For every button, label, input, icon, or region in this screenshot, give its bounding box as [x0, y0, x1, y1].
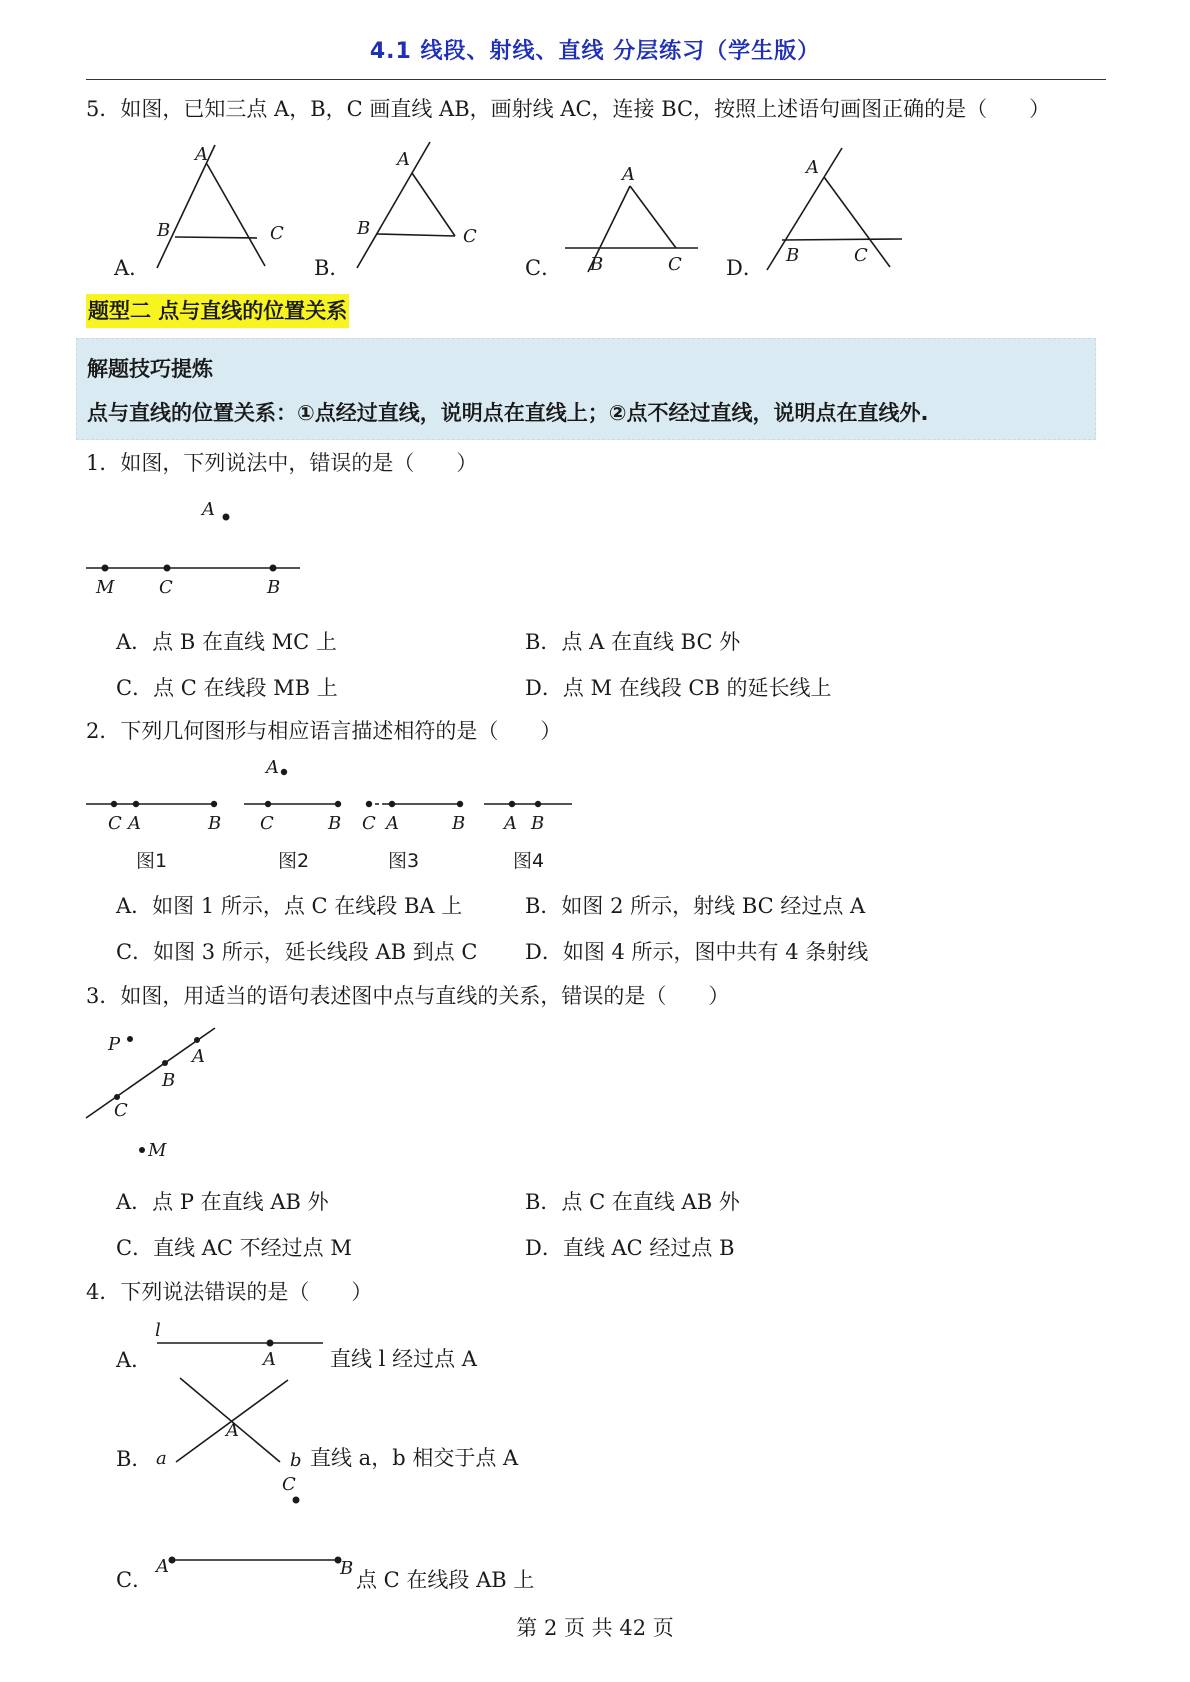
svg-text:A: A — [266, 757, 279, 778]
point-c-label: C — [668, 254, 682, 275]
q4-figure-c — [150, 1470, 360, 1580]
section-title: 题型二 点与直线的位置关系 — [86, 294, 349, 328]
question-4-text: 4．下列说法错误的是（ ） — [86, 1280, 373, 1304]
q5-option-c-label[interactable]: C． — [525, 256, 563, 280]
point-b-label: B — [357, 218, 371, 239]
point-c — [164, 565, 171, 572]
point-b-label: B — [267, 577, 281, 598]
point-c-label: C — [114, 1100, 128, 1121]
fig2-point-c — [265, 801, 271, 807]
point-p-label: P — [108, 1034, 121, 1055]
fig4-caption: 图4 — [513, 850, 545, 872]
tips-box — [76, 338, 1096, 440]
svg-text:A: A — [386, 813, 399, 834]
point-c-label: C — [463, 226, 477, 247]
point-a — [169, 1557, 176, 1564]
point-c-label: C — [854, 245, 868, 266]
line-ab — [767, 148, 842, 270]
fig2-point-b — [335, 801, 341, 807]
q2-option-b[interactable]: B．如图 2 所示，射线 BC 经过点 A — [525, 894, 866, 918]
q5-figure-d — [762, 145, 912, 275]
point-a — [223, 514, 230, 521]
point-m — [102, 565, 109, 572]
point-a — [267, 1340, 274, 1347]
q5-figure-c — [560, 160, 710, 275]
svg-text:A: A — [156, 1556, 169, 1577]
segment-bc — [782, 239, 902, 240]
page-title: 4.1 线段、射线、直线 分层练习（学生版） — [369, 39, 821, 64]
point-c — [293, 1497, 300, 1504]
q1-option-d[interactable]: D．点 M 在线段 CB 的延长线上 — [525, 676, 832, 700]
point-p — [127, 1036, 133, 1042]
svg-text:l: l — [155, 1320, 161, 1341]
q4-option-b-text: 直线 a，b 相交于点 A — [310, 1446, 519, 1470]
q5-option-d-label[interactable]: D． — [726, 256, 764, 280]
point-b — [162, 1060, 168, 1066]
point-b — [270, 565, 277, 572]
q1-option-a[interactable]: A．点 B 在直线 MC 上 — [116, 630, 337, 654]
svg-text:A: A — [263, 1349, 276, 1368]
q3-option-a[interactable]: A．点 P 在直线 AB 外 — [116, 1190, 329, 1214]
point-c-label: C — [159, 577, 173, 598]
point-m-label: M — [148, 1140, 167, 1161]
svg-text:C: C — [260, 813, 274, 834]
fig4-point-a — [509, 801, 515, 807]
q2-figures — [80, 755, 600, 875]
svg-text:A: A — [226, 1420, 239, 1441]
fig1-caption: 图1 — [136, 850, 168, 872]
point-a-label: A — [195, 144, 208, 165]
svg-text:B: B — [452, 813, 466, 834]
svg-text:B: B — [340, 1558, 354, 1579]
fig3-point-b — [457, 801, 463, 807]
svg-text:B: B — [531, 813, 545, 834]
svg-text:C: C — [108, 813, 122, 834]
fig1-point-b — [211, 801, 217, 807]
ray-ac — [207, 164, 265, 266]
point-m-label: M — [96, 577, 115, 598]
ray-bc — [377, 234, 455, 236]
point-a-label: A — [622, 164, 635, 185]
question-2-text: 2．下列几何图形与相应语言描述相符的是（ ） — [86, 719, 562, 743]
segment-ac — [412, 173, 455, 236]
q4-figure-b — [150, 1372, 310, 1470]
q1-figure — [80, 495, 310, 600]
line-ab — [357, 142, 430, 268]
q4-option-b-label[interactable]: B． — [116, 1447, 153, 1471]
point-a-label: A — [192, 1046, 205, 1067]
q5-option-b-label[interactable]: B． — [314, 256, 351, 280]
tips-title: 解题技巧提炼 — [87, 357, 213, 381]
question-5-text: 5．如图，已知三点 A，B，C 画直线 AB，画射线 AC，连接 BC，按照上述语句画图正确的是（ ） — [86, 97, 1051, 121]
point-b-label: B — [590, 254, 604, 275]
fig3-point-a — [389, 801, 395, 807]
point-a — [194, 1037, 200, 1043]
q4-option-c-text: 点 C 在线段 AB 上 — [356, 1568, 535, 1592]
q3-option-d[interactable]: D．直线 AC 经过点 B — [525, 1236, 735, 1260]
svg-text:B: B — [208, 813, 222, 834]
fig1-point-c — [111, 801, 117, 807]
fig2-caption: 图2 — [278, 850, 310, 872]
question-1-text: 1．如图，下列说法中，错误的是（ ） — [86, 451, 478, 475]
q2-option-c[interactable]: C．如图 3 所示，延长线段 AB 到点 C — [116, 940, 478, 964]
svg-text:C: C — [282, 1474, 296, 1495]
svg-text:a: a — [156, 1448, 167, 1469]
q4-option-a-text: 直线 l 经过点 A — [330, 1347, 477, 1371]
q3-option-b[interactable]: B．点 C 在直线 AB 外 — [525, 1190, 740, 1214]
point-c-label: C — [270, 223, 284, 244]
q4-option-c-label[interactable]: C． — [116, 1568, 154, 1592]
segment-ac — [630, 186, 676, 248]
svg-text:B: B — [328, 813, 342, 834]
fig4-point-b — [535, 801, 541, 807]
q1-option-b[interactable]: B．点 A 在直线 BC 外 — [525, 630, 741, 654]
q1-option-c[interactable]: C．点 C 在线段 MB 上 — [116, 676, 338, 700]
fig3-point-c — [366, 801, 372, 807]
q5-figure-b — [345, 140, 485, 275]
svg-text:C: C — [362, 813, 376, 834]
q3-option-c[interactable]: C．直线 AC 不经过点 M — [116, 1236, 352, 1260]
svg-text:A: A — [504, 813, 517, 834]
point-b-label: B — [786, 245, 800, 266]
page-footer: 第 2 页 共 42 页 — [516, 1616, 674, 1640]
q2-option-a[interactable]: A．如图 1 所示，点 C 在线段 BA 上 — [116, 894, 463, 918]
fig3-caption: 图3 — [388, 850, 420, 872]
fig2-point-a — [281, 769, 287, 775]
point-a-label: A — [202, 499, 215, 520]
tips-body: 点与直线的位置关系：①点经过直线，说明点在直线上；②点不经过直线，说明点在直线外. — [87, 401, 929, 425]
point-a-label: A — [397, 149, 410, 170]
q2-option-d[interactable]: D．如图 4 所示，图中共有 4 条射线 — [525, 940, 869, 964]
question-3-text: 3．如图，用适当的语句表述图中点与直线的关系，错误的是（ ） — [86, 984, 730, 1008]
svg-text:A: A — [128, 813, 141, 834]
q4-figure-a — [150, 1318, 330, 1368]
q3-figure — [80, 1022, 240, 1172]
point-a-label: A — [806, 157, 819, 178]
q5-figure-a — [145, 140, 285, 275]
point-m — [139, 1147, 145, 1153]
header-divider — [86, 79, 1106, 80]
point-b-label: B — [157, 220, 171, 241]
q5-option-a-label[interactable]: A． — [114, 256, 151, 280]
fig1-point-a — [133, 801, 139, 807]
q4-option-a-label[interactable]: A． — [116, 1348, 153, 1372]
svg-text:b: b — [290, 1450, 302, 1470]
point-b-label: B — [162, 1070, 176, 1091]
segment-bc — [175, 237, 257, 238]
